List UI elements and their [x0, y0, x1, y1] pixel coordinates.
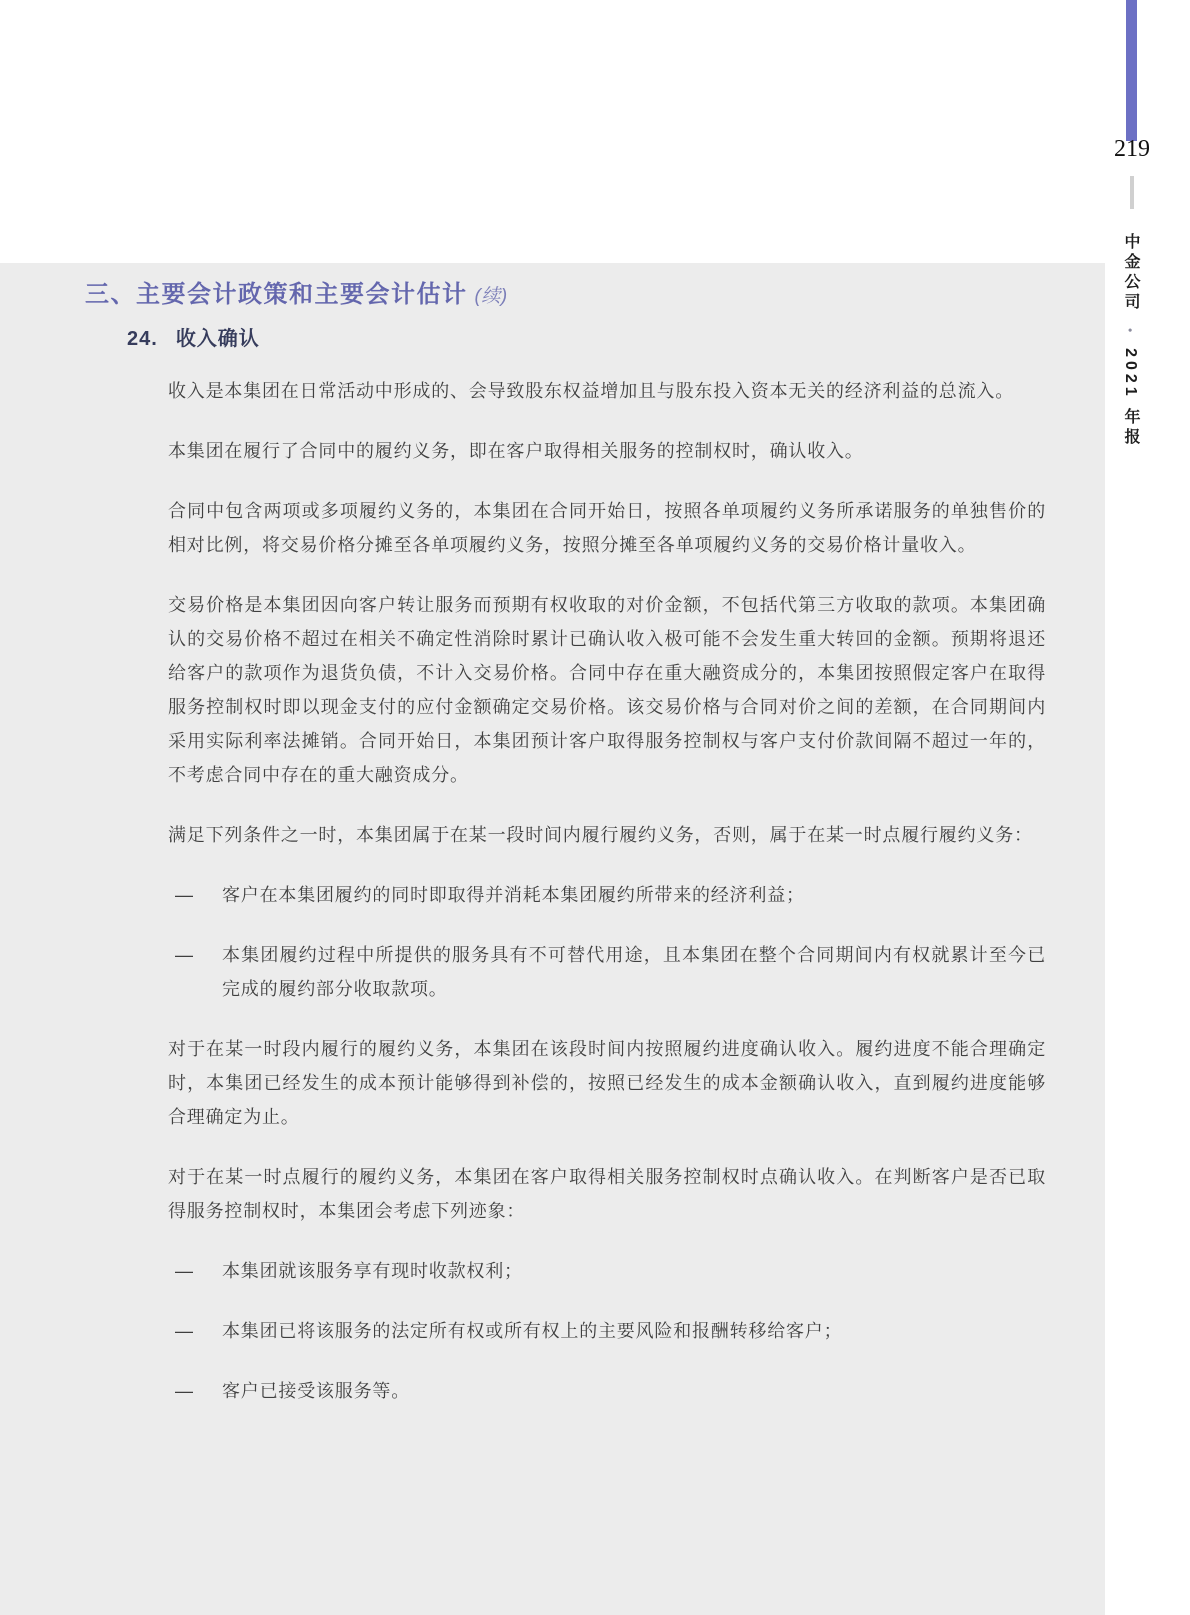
- list-item: [168, 878, 1046, 912]
- list-item: [168, 1314, 1046, 1348]
- subsection-number: 24.: [127, 328, 158, 350]
- section-continued-label: (续): [474, 286, 508, 307]
- rail-vertical-caption: [1119, 233, 1142, 493]
- list-item-text: 客户已接受该服务等。: [222, 1381, 410, 1401]
- paragraph: 合同中包含两项或多项履约义务的，本集团在合同开始日，按照各单项履约义务所承诺服务的单独售价的相对比例，将交易价格分摊至各单项履约义务，按照分摊至各单项履约义务的交易价格计量收入。: [168, 501, 1046, 555]
- page-number: 219: [1114, 136, 1150, 162]
- paragraph: 本集团在履行了合同中的履约义务，即在客户取得相关服务的控制权时，确认收入。: [168, 441, 864, 461]
- subsection-title: 收入确认: [175, 328, 260, 350]
- paragraph: 对于在某一时点履行的履约义务，本集团在客户取得相关服务控制权时点确认收入。在判断客户是否已取得服务控制权时，本集团会考虑下列迹象：: [168, 1167, 1046, 1221]
- paragraph: 满足下列条件之一时，本集团属于在某一段时间内履行履约义务，否则，属于在某一时点履行履约义务：: [168, 825, 1033, 845]
- list-item: [168, 1254, 1046, 1288]
- dash-bullet-icon: —: [175, 1321, 194, 1341]
- list-item-text: 本集团已将该服务的法定所有权或所有权上的主要风险和报酬转移给客户；: [222, 1321, 843, 1341]
- list-item-text: 本集团履约过程中所提供的服务具有不可替代用途，且本集团在整个合同期间内有权就累计至今已完成的履约部分收取款项。: [222, 945, 1046, 999]
- dash-bullet-icon: —: [175, 1381, 194, 1401]
- rail-accent-bar: [1126, 0, 1137, 141]
- section-index: 三、: [85, 281, 136, 308]
- dash-bullet-icon: —: [175, 945, 194, 965]
- section-heading: [85, 278, 1105, 313]
- section-title: 主要会计政策和主要会计估计: [136, 281, 468, 308]
- paragraph: 交易价格是本集团因向客户转让服务而预期有权收取的对价金额，不包括代第三方收取的款项。本集团确认的交易价格不超过在相关不确定性消除时累计已确认收入极可能不会发生重大转回的金额。预期将退还给客户的款项作为退货负债，不计入交易价格。合同中存在重大融资成分的，本集团按照假定客户在取得服务控制权时即以现金支付的应付金额确定交易价格。该交易价格与合同对价之间的差额，在合同期间内采用实际利率法摊销。合同开始日，本集团预计客户取得服务控制权与客户支付价款间隔不超过一年的，不考虑合同中存在的重大融资成分。: [168, 595, 1046, 785]
- list-item-text: 客户在本集团履约的同时即取得并消耗本集团履约所带来的经济利益；: [222, 885, 805, 905]
- dash-bullet-icon: —: [175, 885, 194, 905]
- body-text: [168, 374, 1046, 1408]
- list-item: [168, 938, 1046, 1006]
- report-year: 2021 年报: [1122, 348, 1139, 449]
- paragraph: 收入是本集团在日常活动中形成的、会导致股东权益增加且与股东投入资本无关的经济利益的总流入。: [168, 381, 1014, 401]
- dash-bullet-icon: —: [175, 1261, 194, 1281]
- page-number-tick: [1130, 176, 1134, 209]
- company-name: 中金公司: [1122, 233, 1139, 313]
- paragraph: 对于在某一时段内履行的履约义务，本集团在该段时间内按照履约进度确认收入。履约进度不能合理确定时，本集团已经发生的成本预计能够得到补偿的，按照已经发生的成本金额确认收入，直到履约进度能够合理确定为止。: [168, 1039, 1046, 1127]
- subsection-heading: [127, 325, 1105, 353]
- content-panel: [0, 263, 1105, 1615]
- separator-dot-icon: •: [1123, 328, 1137, 333]
- list-item-text: 本集团就该服务享有现时收款权利；: [222, 1261, 523, 1281]
- list-item: [168, 1374, 1046, 1408]
